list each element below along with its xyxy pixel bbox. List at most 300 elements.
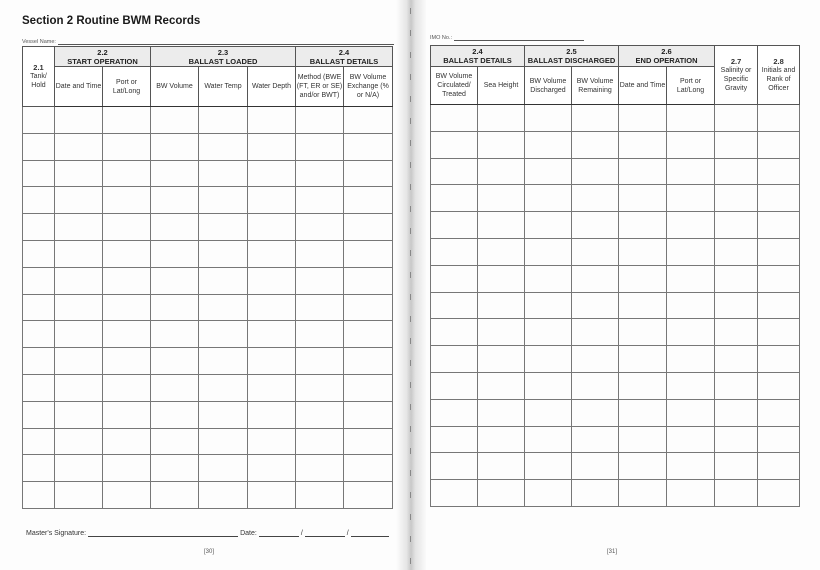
table-row [23, 214, 393, 241]
entry-cell[interactable] [478, 265, 525, 292]
entry-cell[interactable] [572, 265, 619, 292]
entry-cell[interactable] [667, 453, 715, 480]
entry-cell[interactable] [199, 321, 248, 348]
date-separator: / [300, 530, 303, 537]
master-signature-field [26, 530, 391, 537]
entry-cell[interactable] [431, 238, 478, 265]
entry-cell[interactable] [151, 107, 199, 134]
entry-cell[interactable] [344, 348, 393, 375]
entry-cell[interactable] [431, 319, 478, 346]
entry-cell[interactable] [478, 453, 525, 480]
stitch-mark [410, 8, 411, 14]
entry-cell[interactable] [151, 374, 199, 401]
entry-cell[interactable] [23, 107, 55, 134]
entry-cell[interactable] [199, 214, 248, 241]
entry-cell[interactable] [248, 401, 296, 428]
stitch-mark [410, 492, 411, 498]
entry-cell[interactable] [572, 238, 619, 265]
entry-cell[interactable] [758, 158, 800, 185]
entry-cell[interactable] [199, 348, 248, 375]
date-month-input-line[interactable] [305, 535, 345, 537]
entry-cell[interactable] [667, 372, 715, 399]
entry-cell[interactable] [619, 292, 667, 319]
entry-cell[interactable] [151, 187, 199, 214]
entry-cell[interactable] [758, 185, 800, 212]
entry-cell[interactable] [248, 455, 296, 482]
entry-cell[interactable] [103, 294, 151, 321]
entry-cell[interactable] [619, 105, 667, 132]
table-row [23, 321, 393, 348]
entry-cell[interactable] [478, 399, 525, 426]
entry-cell[interactable] [715, 292, 758, 319]
header-number: 2.4 [338, 47, 350, 57]
entry-cell[interactable] [572, 346, 619, 373]
entry-cell[interactable] [667, 185, 715, 212]
table-row [431, 292, 800, 319]
entry-cell[interactable] [431, 105, 478, 132]
imo-input-line[interactable] [454, 39, 584, 41]
entry-cell[interactable] [248, 374, 296, 401]
entry-cell[interactable] [23, 374, 55, 401]
entry-cell[interactable] [55, 482, 103, 509]
entry-cell[interactable] [619, 212, 667, 239]
entry-cell[interactable] [344, 455, 393, 482]
entry-cell[interactable] [103, 160, 151, 187]
entry-cell[interactable] [572, 105, 619, 132]
entry-cell[interactable] [296, 482, 344, 509]
entry-cell[interactable] [478, 131, 525, 158]
table-row [23, 401, 393, 428]
entry-cell[interactable] [619, 372, 667, 399]
entry-cell[interactable] [619, 238, 667, 265]
entry-cell[interactable] [431, 426, 478, 453]
entry-cell[interactable] [151, 214, 199, 241]
entry-cell[interactable] [715, 185, 758, 212]
entry-cell[interactable] [572, 212, 619, 239]
entry-cell[interactable] [55, 401, 103, 428]
entry-cell[interactable] [478, 185, 525, 212]
entry-cell[interactable] [296, 107, 344, 134]
entry-cell[interactable] [619, 131, 667, 158]
entry-cell[interactable] [248, 214, 296, 241]
entry-cell[interactable] [619, 426, 667, 453]
entry-cell[interactable] [296, 187, 344, 214]
entry-cell[interactable] [248, 240, 296, 267]
entry-cell[interactable] [248, 107, 296, 134]
imo-number-field[interactable] [430, 35, 584, 41]
entry-cell[interactable] [758, 292, 800, 319]
entry-cell[interactable] [478, 372, 525, 399]
entry-cell[interactable] [344, 107, 393, 134]
entry-cell[interactable] [151, 133, 199, 160]
entry-cell[interactable] [619, 480, 667, 507]
entry-cell[interactable] [151, 482, 199, 509]
entry-cell[interactable] [199, 107, 248, 134]
entry-cell[interactable] [431, 131, 478, 158]
entry-cell[interactable] [103, 374, 151, 401]
entry-cell[interactable] [344, 133, 393, 160]
entry-cell[interactable] [715, 265, 758, 292]
entry-cell[interactable] [151, 294, 199, 321]
entry-cell[interactable] [715, 158, 758, 185]
entry-cell[interactable] [758, 346, 800, 373]
entry-cell[interactable] [619, 185, 667, 212]
header-label: Salinity or Specific Gravity [720, 67, 752, 92]
entry-cell[interactable] [248, 294, 296, 321]
entry-cell[interactable] [151, 348, 199, 375]
entry-cell[interactable] [525, 292, 572, 319]
entry-cell[interactable] [55, 455, 103, 482]
entry-cell[interactable] [151, 428, 199, 455]
stitch-mark [410, 140, 411, 146]
entry-cell[interactable] [248, 160, 296, 187]
table-row [23, 348, 393, 375]
entry-cell[interactable] [344, 160, 393, 187]
entry-cell[interactable] [296, 160, 344, 187]
entry-cell[interactable] [758, 399, 800, 426]
entry-cell[interactable] [344, 374, 393, 401]
entry-cell[interactable] [525, 238, 572, 265]
entry-cell[interactable] [619, 158, 667, 185]
entry-cell[interactable] [151, 321, 199, 348]
entry-cell[interactable] [431, 480, 478, 507]
table-row [431, 426, 800, 453]
entry-cell[interactable] [248, 348, 296, 375]
entry-cell[interactable] [715, 105, 758, 132]
entry-cell[interactable] [525, 453, 572, 480]
stitch-mark [410, 74, 411, 80]
date-day-input-line[interactable] [259, 535, 299, 537]
header-ballast-discharged [525, 46, 619, 67]
entry-cell[interactable] [199, 428, 248, 455]
entry-cell[interactable] [758, 372, 800, 399]
page-number-right: [31] [607, 549, 618, 555]
date-year-input-line[interactable] [351, 535, 389, 537]
vessel-name-field[interactable] [22, 39, 394, 45]
entry-cell[interactable] [431, 292, 478, 319]
entry-cell[interactable] [572, 319, 619, 346]
entry-cell[interactable] [667, 105, 715, 132]
entry-cell[interactable] [103, 267, 151, 294]
entry-cell[interactable] [55, 428, 103, 455]
entry-cell[interactable] [23, 294, 55, 321]
entry-cell[interactable] [199, 455, 248, 482]
entry-cell[interactable] [525, 265, 572, 292]
entry-cell[interactable] [715, 238, 758, 265]
table-row [431, 105, 800, 132]
entry-cell[interactable] [151, 401, 199, 428]
entry-cell[interactable] [55, 160, 103, 187]
entry-cell[interactable] [55, 240, 103, 267]
entry-cell[interactable] [525, 131, 572, 158]
entry-cell[interactable] [296, 133, 344, 160]
entry-cell[interactable] [572, 185, 619, 212]
entry-cell[interactable] [758, 212, 800, 239]
section-title: Section 2 Routine BWM Records [22, 15, 201, 27]
entry-cell[interactable] [715, 426, 758, 453]
entry-cell[interactable] [758, 238, 800, 265]
header-bw-volume-circulated: BW Volume Circulated/ Treated [431, 67, 478, 105]
entry-cell[interactable] [667, 399, 715, 426]
entry-cell[interactable] [758, 265, 800, 292]
entry-cell[interactable] [55, 294, 103, 321]
table-row [23, 133, 393, 160]
entry-cell[interactable] [431, 212, 478, 239]
entry-cell[interactable] [431, 399, 478, 426]
entry-cell[interactable] [572, 292, 619, 319]
entry-cell[interactable] [667, 346, 715, 373]
entry-cell[interactable] [23, 214, 55, 241]
entry-cell[interactable] [344, 240, 393, 267]
stitch-mark [410, 30, 411, 36]
entry-cell[interactable] [431, 185, 478, 212]
header-label: BALLAST DETAILS [443, 56, 512, 65]
entry-cell[interactable] [55, 348, 103, 375]
entry-cell[interactable] [758, 426, 800, 453]
entry-cell[interactable] [667, 265, 715, 292]
entry-cell[interactable] [23, 401, 55, 428]
entry-cell[interactable] [296, 321, 344, 348]
entry-cell[interactable] [344, 214, 393, 241]
entry-cell[interactable] [667, 426, 715, 453]
table-row [431, 185, 800, 212]
entry-cell[interactable] [103, 401, 151, 428]
entry-cell[interactable] [572, 453, 619, 480]
entry-cell[interactable] [525, 158, 572, 185]
entry-cell[interactable] [715, 372, 758, 399]
table-row [431, 399, 800, 426]
entry-cell[interactable] [55, 374, 103, 401]
entry-cell[interactable] [667, 212, 715, 239]
entry-cell[interactable] [525, 105, 572, 132]
stitch-mark [410, 184, 411, 190]
entry-cell[interactable] [344, 401, 393, 428]
entry-cell[interactable] [619, 453, 667, 480]
entry-cell[interactable] [248, 133, 296, 160]
entry-cell[interactable] [525, 346, 572, 373]
entry-cell[interactable] [344, 482, 393, 509]
entry-cell[interactable] [199, 187, 248, 214]
entry-cell[interactable] [199, 401, 248, 428]
entry-cell[interactable] [199, 267, 248, 294]
entry-cell[interactable] [103, 240, 151, 267]
entry-cell[interactable] [248, 428, 296, 455]
table-row [23, 160, 393, 187]
entry-cell[interactable] [296, 240, 344, 267]
entry-cell[interactable] [199, 160, 248, 187]
entry-cell[interactable] [478, 319, 525, 346]
vessel-name-label: Vessel Name: [22, 39, 56, 45]
header-start-operation [55, 47, 151, 67]
entry-cell[interactable] [23, 428, 55, 455]
entry-cell[interactable] [248, 321, 296, 348]
entry-cell[interactable] [431, 453, 478, 480]
book-gutter [396, 0, 426, 570]
header-tank-hold [23, 47, 55, 107]
entry-cell[interactable] [715, 319, 758, 346]
entry-cell[interactable] [619, 399, 667, 426]
table-row [431, 238, 800, 265]
entry-cell[interactable] [103, 214, 151, 241]
entry-cell[interactable] [344, 294, 393, 321]
stitch-mark [410, 118, 411, 124]
entry-cell[interactable] [23, 348, 55, 375]
entry-cell[interactable] [715, 346, 758, 373]
header-label: END OPERATION [635, 56, 698, 65]
entry-cell[interactable] [199, 133, 248, 160]
entry-cell[interactable] [151, 267, 199, 294]
entry-cell[interactable] [667, 238, 715, 265]
entry-cell[interactable] [23, 240, 55, 267]
entry-cell[interactable] [296, 401, 344, 428]
vessel-name-input-line[interactable] [58, 43, 394, 45]
entry-cell[interactable] [151, 160, 199, 187]
entry-cell[interactable] [199, 482, 248, 509]
entry-cell[interactable] [103, 187, 151, 214]
entry-cell[interactable] [23, 133, 55, 160]
entry-cell[interactable] [23, 267, 55, 294]
entry-cell[interactable] [478, 426, 525, 453]
entry-cell[interactable] [715, 212, 758, 239]
entry-cell[interactable] [103, 348, 151, 375]
entry-cell[interactable] [667, 480, 715, 507]
entry-cell[interactable] [248, 187, 296, 214]
stitch-mark [410, 206, 411, 212]
entry-cell[interactable] [199, 374, 248, 401]
entry-cell[interactable] [525, 399, 572, 426]
entry-cell[interactable] [296, 267, 344, 294]
stitch-mark [410, 558, 411, 564]
entry-cell[interactable] [103, 428, 151, 455]
entry-cell[interactable] [478, 158, 525, 185]
entry-cell[interactable] [758, 131, 800, 158]
entry-cell[interactable] [248, 482, 296, 509]
entry-cell[interactable] [478, 238, 525, 265]
entry-cell[interactable] [525, 480, 572, 507]
entry-cell[interactable] [478, 346, 525, 373]
entry-cell[interactable] [478, 480, 525, 507]
entry-cell[interactable] [715, 453, 758, 480]
entry-cell[interactable] [525, 372, 572, 399]
entry-cell[interactable] [525, 212, 572, 239]
entry-cell[interactable] [478, 292, 525, 319]
entry-cell[interactable] [758, 105, 800, 132]
entry-cell[interactable] [758, 453, 800, 480]
entry-cell[interactable] [344, 267, 393, 294]
entry-cell[interactable] [23, 482, 55, 509]
entry-cell[interactable] [103, 321, 151, 348]
entry-cell[interactable] [296, 374, 344, 401]
date-separator: / [346, 530, 349, 537]
entry-cell[interactable] [572, 480, 619, 507]
entry-cell[interactable] [619, 346, 667, 373]
stitch-mark [410, 470, 411, 476]
entry-cell[interactable] [55, 187, 103, 214]
entry-cell[interactable] [151, 455, 199, 482]
entry-cell[interactable] [619, 319, 667, 346]
stitch-mark [410, 294, 411, 300]
entry-cell[interactable] [619, 265, 667, 292]
entry-cell[interactable] [478, 105, 525, 132]
header-officer-initials [758, 46, 800, 105]
entry-cell[interactable] [23, 187, 55, 214]
entry-cell[interactable] [344, 187, 393, 214]
header-date-time: Date and Time [55, 67, 103, 107]
page-number-left: [30] [204, 549, 215, 555]
entry-cell[interactable] [525, 426, 572, 453]
entry-cell[interactable] [344, 428, 393, 455]
entry-cell[interactable] [525, 319, 572, 346]
header-ballast-loaded [151, 47, 296, 67]
entry-cell[interactable] [478, 212, 525, 239]
entry-cell[interactable] [55, 267, 103, 294]
entry-cell[interactable] [572, 158, 619, 185]
entry-cell[interactable] [715, 480, 758, 507]
entry-cell[interactable] [667, 292, 715, 319]
stitch-mark [410, 448, 411, 454]
entry-cell[interactable] [23, 160, 55, 187]
entry-cell[interactable] [55, 214, 103, 241]
entry-cell[interactable] [199, 294, 248, 321]
header-label: BALLAST DISCHARGED [527, 56, 616, 65]
entry-cell[interactable] [572, 399, 619, 426]
entry-cell[interactable] [103, 482, 151, 509]
entry-cell[interactable] [151, 240, 199, 267]
entry-cell[interactable] [758, 319, 800, 346]
entry-cell[interactable] [431, 158, 478, 185]
entry-cell[interactable] [715, 131, 758, 158]
entry-cell[interactable] [431, 372, 478, 399]
entry-cell[interactable] [103, 107, 151, 134]
entry-cell[interactable] [296, 348, 344, 375]
master-signature-input-line[interactable] [88, 535, 238, 537]
header-port-lat-long: Port or Lat/Long [103, 67, 151, 107]
entry-cell[interactable] [199, 240, 248, 267]
entry-cell[interactable] [296, 214, 344, 241]
entry-cell[interactable] [667, 131, 715, 158]
entry-cell[interactable] [344, 321, 393, 348]
header-bw-volume-remaining: BW Volume Remaining [572, 67, 619, 105]
entry-cell[interactable] [248, 267, 296, 294]
entry-cell[interactable] [572, 426, 619, 453]
entry-cell[interactable] [296, 294, 344, 321]
entry-cell[interactable] [572, 131, 619, 158]
table-row [23, 455, 393, 482]
entry-cell[interactable] [55, 321, 103, 348]
header-salinity [715, 46, 758, 105]
entry-cell[interactable] [55, 133, 103, 160]
entry-cell[interactable] [758, 480, 800, 507]
entry-cell[interactable] [23, 321, 55, 348]
entry-cell[interactable] [715, 399, 758, 426]
entry-cell[interactable] [667, 319, 715, 346]
entry-cell[interactable] [296, 455, 344, 482]
entry-cell[interactable] [296, 428, 344, 455]
entry-cell[interactable] [103, 133, 151, 160]
entry-cell[interactable] [572, 372, 619, 399]
entry-cell[interactable] [23, 455, 55, 482]
entry-cell[interactable] [103, 455, 151, 482]
table-row [431, 212, 800, 239]
entry-cell[interactable] [55, 107, 103, 134]
entry-cell[interactable] [667, 158, 715, 185]
table-row [23, 482, 393, 509]
table-row [431, 158, 800, 185]
stitch-mark [410, 426, 411, 432]
entry-cell[interactable] [431, 346, 478, 373]
entry-cell[interactable] [525, 185, 572, 212]
entry-cell[interactable] [431, 265, 478, 292]
